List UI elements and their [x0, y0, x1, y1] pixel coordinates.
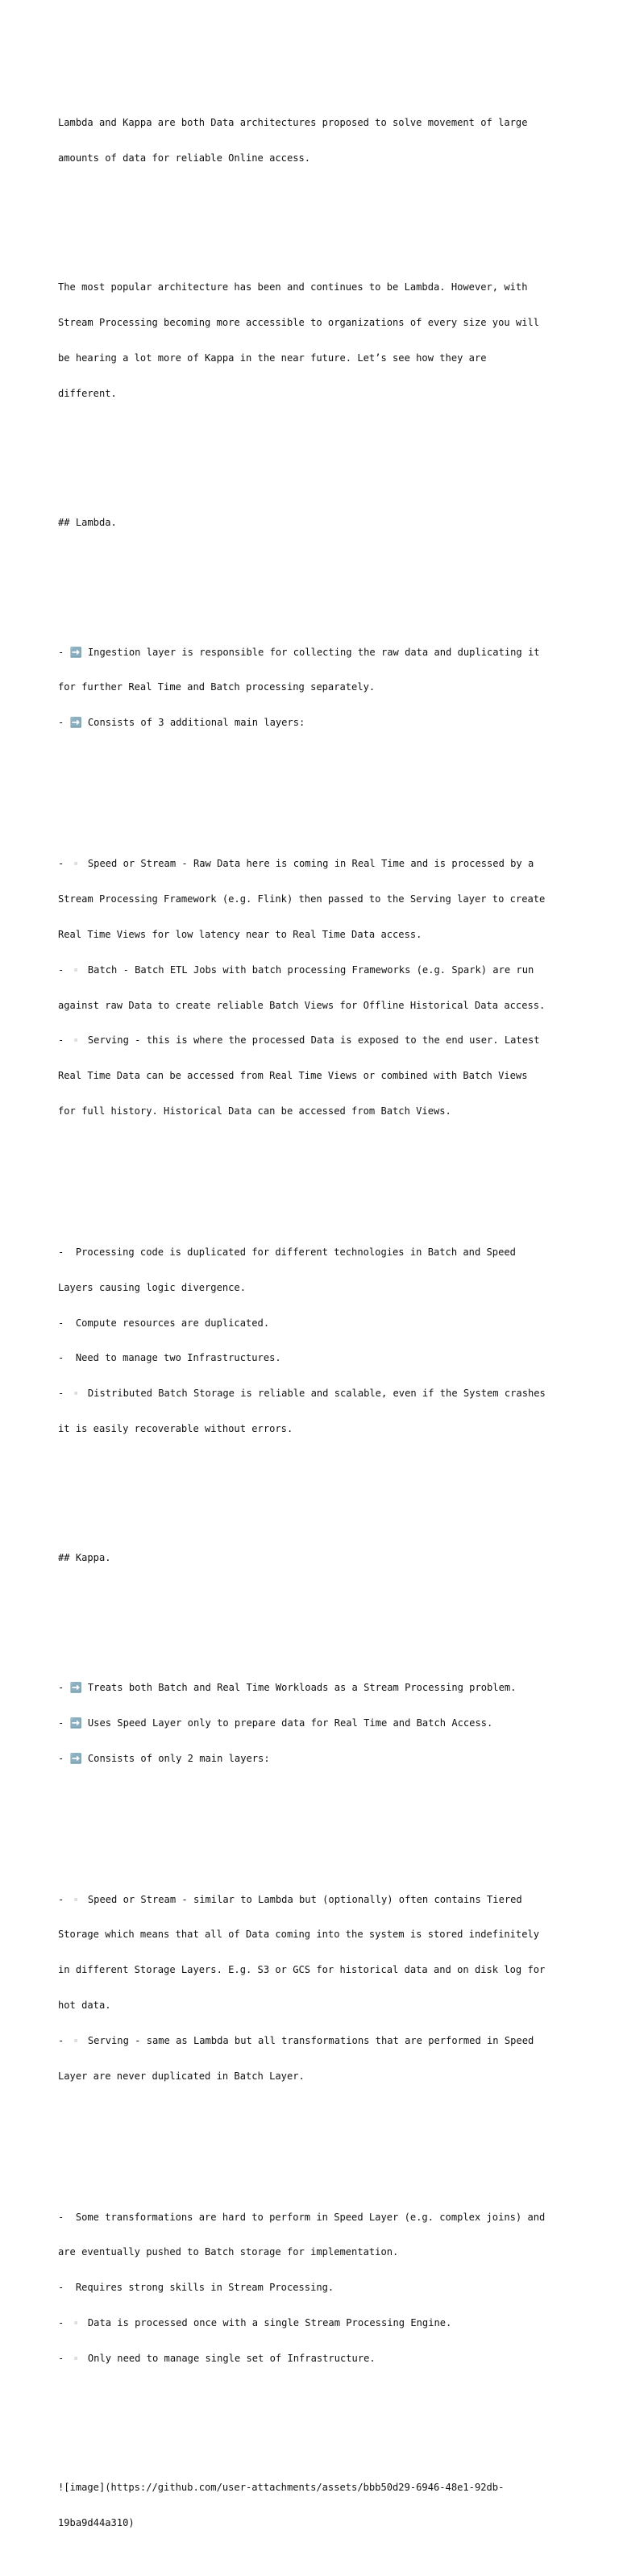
list-item: - ▫️ Speed or Stream - similar to Lambda but (optionally) often contains Tiered: [58, 1893, 522, 1905]
list-item: are eventually pushed to Batch storage for implementation.: [58, 2246, 399, 2258]
list-item: - ▫️ Only need to manage single set of Infrastructure.: [58, 2352, 376, 2364]
list-item: - ➡️ Consists of 3 additional main layers:: [58, 717, 305, 729]
list-item: in different Storage Layers. E.g. S3 or GCS for historical data and on disk log for: [58, 1964, 546, 1976]
lambda-pros-cons: [58, 1223, 566, 1459]
list-item: it is easily recoverable without errors.: [58, 1422, 293, 1434]
list-item: - ➡️ Consists of only 2 main layers:: [58, 1752, 270, 1764]
list-item: Stream Processing Framework (e.g. Flink) then passed to the Serving layer to create: [58, 893, 546, 905]
list-item: - ➡️ Treats both Batch and Real Time Workloads as a Stream Processing problem.: [58, 1681, 517, 1693]
list-item: - Compute resources are duplicated.: [58, 1317, 270, 1329]
list-item: - ➡️ Uses Speed Layer only to prepare data for Real Time and Batch Access.: [58, 1717, 493, 1729]
text-line: different.: [58, 387, 117, 399]
list-item: for further Real Time and Batch processing separately.: [58, 681, 376, 693]
image-link-text: ![image](https://github.com/user-attachments/assets/bbb50d29-6946-48e1-92db-: [58, 2482, 505, 2494]
list-item: - ▫️ Speed or Stream - Raw Data here is coming in Real Time and is processed by a: [58, 858, 534, 870]
list-item: - ▫️ Data is processed once with a single Stream Processing Engine.: [58, 2317, 452, 2328]
text-line: Stream Processing becoming more accessible to organizations of every size you will: [58, 317, 540, 329]
list-item: hot data.: [58, 1999, 111, 2011]
list-item: Layers causing logic divergence.: [58, 1281, 246, 1293]
list-item: - ▫️ Serving - same as Lambda but all transformations that are performed in Speed: [58, 2034, 534, 2046]
lambda-heading: [58, 493, 566, 552]
list-item: against raw Data to create reliable Batch Views for Offline Historical Data access.: [58, 999, 546, 1011]
lambda-layers: [58, 834, 566, 1140]
list-item: for full history. Historical Data can be accessed from Batch Views.: [58, 1105, 451, 1117]
popular-paragraph: [58, 258, 566, 422]
intro-paragraph: [58, 94, 566, 188]
list-item: - Some transformations are hard to perform in Speed Layer (e.g. complex joins) and: [58, 2211, 546, 2223]
list-item: - Processing code is duplicated for different technologies in Batch and Speed: [58, 1246, 516, 1258]
document-page: [58, 58, 566, 2576]
list-item: - ➡️ Ingestion layer is responsible for collecting the raw data and duplicating it: [58, 646, 540, 658]
list-item: - ▫️ Serving - this is where the processed Data is exposed to the end user. Latest: [58, 1034, 540, 1047]
kappa-points: [58, 1658, 566, 1788]
list-item: Storage which means that all of Data coming into the system is stored indefinitely: [58, 1929, 540, 1941]
image-link-text: 19ba9d44a310): [58, 2517, 135, 2529]
text-line: Lambda and Kappa are both Data architectures proposed to solve movement of large: [58, 116, 528, 128]
list-item: - Need to manage two Infrastructures.: [58, 1352, 281, 1364]
image-link-paragraph: [58, 2458, 566, 2553]
section-heading: ## Lambda.: [58, 517, 117, 529]
kappa-layers: [58, 1870, 566, 2105]
text-line: be hearing a lot more of Kappa in the near future. Let’s see how they are: [58, 352, 487, 364]
kappa-heading: [58, 1529, 566, 1588]
list-item: - ▫️ Batch - Batch ETL Jobs with batch processing Frameworks (e.g. Spark) are run: [58, 963, 534, 976]
section-heading: ## Kappa.: [58, 1552, 111, 1564]
lambda-points: [58, 623, 566, 753]
list-item: - Requires strong skills in Stream Processing.: [58, 2282, 334, 2294]
text-line: The most popular architecture has been and continues to be Lambda. However, with: [58, 281, 528, 293]
list-item: Real Time Data can be accessed from Real Time Views or combined with Batch Views: [58, 1070, 528, 1082]
list-item: Real Time Views for low latency near to Real Time Data access.: [58, 928, 422, 940]
list-item: - ▫️ Distributed Batch Storage is reliable and scalable, even if the System crashes: [58, 1388, 546, 1400]
text-line: amounts of data for reliable Online access.: [58, 152, 311, 164]
list-item: Layer are never duplicated in Batch Layer.: [58, 2070, 305, 2082]
kappa-pros-cons: [58, 2187, 566, 2387]
